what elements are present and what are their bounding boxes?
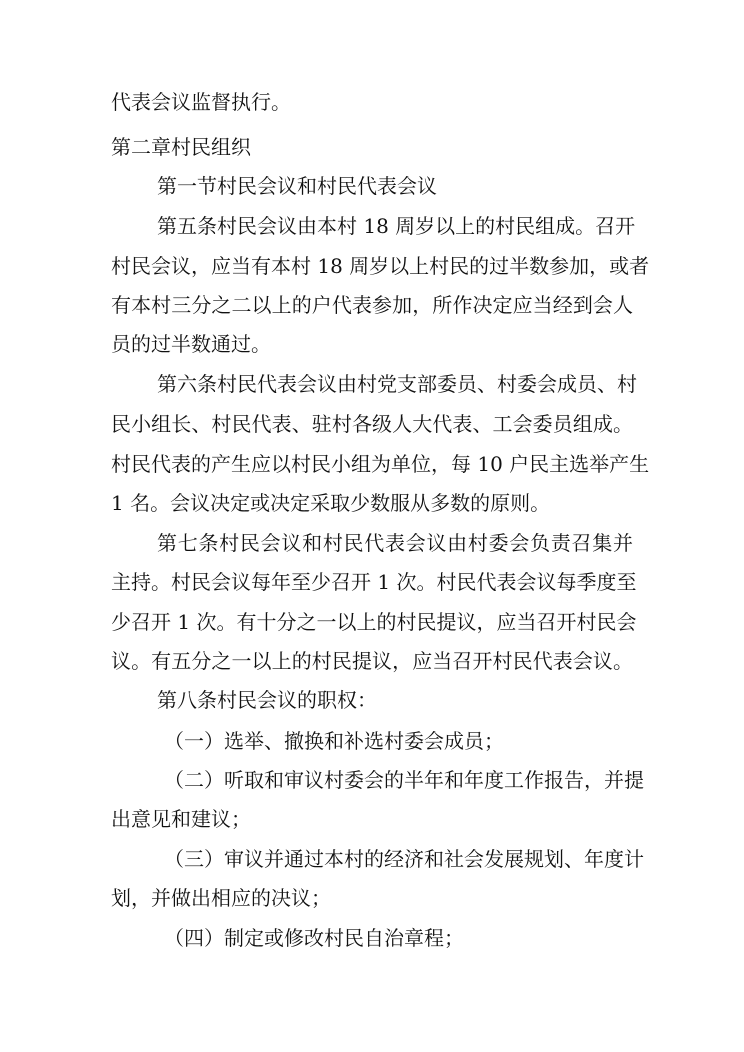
text-line: 代表会议监督执行。: [111, 90, 291, 114]
paragraph-line: 有本村三分之二以上的户代表参加，所作决定应当经到会人: [111, 293, 633, 317]
list-item: （二）听取和审议村委会的半年和年度工作报告，并提: [164, 768, 644, 792]
chapter-heading: 第二章村民组织: [111, 135, 251, 159]
paragraph-line: 村民代表的产生应以村民小组为单位，每 10 户民主选举产生: [111, 452, 650, 476]
paragraph-line: 第五条村民会议由本村 18 周岁以上的村民组成。召开: [157, 214, 636, 238]
paragraph-line: 第七条村民会议和村民代表会议由村委会负责召集并: [157, 531, 633, 555]
section-heading: 第一节村民会议和村民代表会议: [157, 174, 437, 198]
paragraph-line: 第八条村民会议的职权：: [157, 688, 377, 712]
paragraph-line: 村民会议，应当有本村 18 周岁以上村民的过半数参加，或者: [111, 254, 650, 278]
paragraph-line: 议。有五分之一以上的村民提议，应当召开村民代表会议。: [111, 649, 633, 673]
list-item-continuation: 出意见和建议；: [111, 807, 251, 831]
paragraph-line: 1 名。会议决定或决定采取少数服从多数的原则。: [111, 491, 551, 515]
paragraph-line: 民小组长、村民代表、驻村各级人大代表、工会委员组成。: [111, 412, 633, 436]
list-item: （四）制定或修改村民自治章程；: [164, 926, 464, 950]
paragraph-line: 员的过半数通过。: [111, 332, 271, 356]
list-item-continuation: 划，并做出相应的决议；: [111, 886, 331, 910]
paragraph-line: 主持。村民会议每年至少召开 1 次。村民代表会议每季度至: [111, 570, 637, 594]
list-item: （三）审议并通过本村的经济和社会发展规划、年度计: [164, 847, 644, 871]
paragraph-line: 少召开 1 次。有十分之一以上的村民提议，应当召开村民会: [111, 610, 637, 634]
list-item: （一）选举、撤换和补选村委会成员；: [164, 729, 504, 753]
paragraph-line: 第六条村民代表会议由村党支部委员、村委会成员、村: [157, 372, 637, 396]
